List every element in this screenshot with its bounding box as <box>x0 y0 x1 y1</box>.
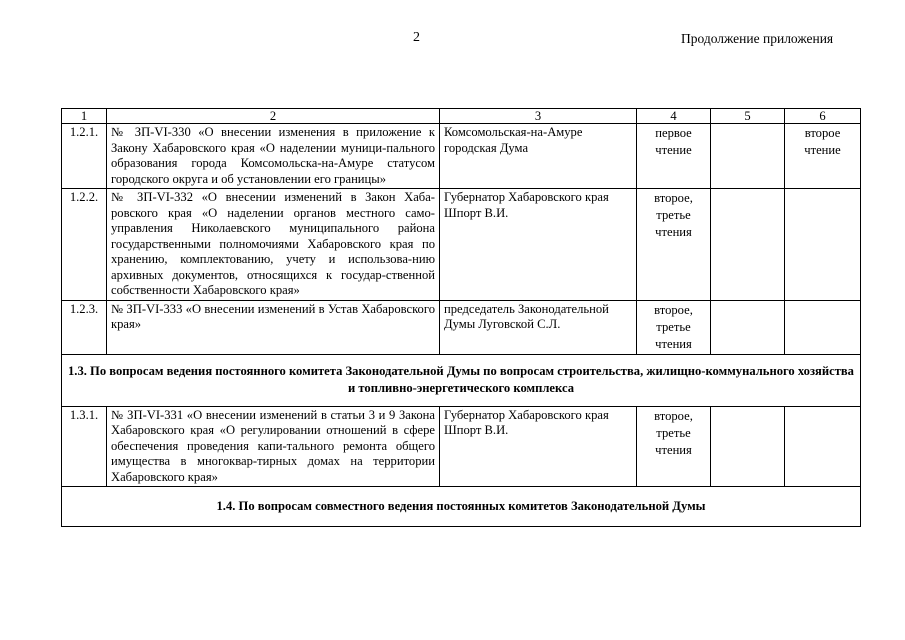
table-row <box>62 189 861 301</box>
column-header-row <box>62 109 861 124</box>
bill-description: № ЗП-VI-330 «О внесении изменения в приложение к Закону Хабаровского края «О наделении муници-пального образования города Комсомольска-на-Амуре статусом городского округа и об установлении его границы» <box>107 124 440 189</box>
page-number: 2 <box>413 30 420 45</box>
reading-stage: второе, третье чтения <box>637 406 711 487</box>
bill-description: № ЗП-VI-332 «О внесении изменений в Закон Хаба-ровского края «О наделении органов местного само-управления Николаевского муниципального района государственными полномочиями Хабаровского края по хранению, комплектованию, учету и использова-нию архивных документов, относящихся к государ-ственной собственности Хабаровского края» <box>107 189 440 301</box>
column-header-2: 2 <box>107 109 440 124</box>
column-header-3: 3 <box>440 109 637 124</box>
row-number: 1.2.3. <box>62 300 107 354</box>
row-number: 1.3.1. <box>62 406 107 487</box>
column-header-5: 5 <box>711 109 785 124</box>
bill-initiator: Губернатор Хабаровского края Шпорт В.И. <box>440 406 637 487</box>
row-number: 1.2.1. <box>62 124 107 189</box>
bill-initiator: председатель Законодательной Думы Луговской С.Л. <box>440 300 637 354</box>
section-heading-row <box>62 354 861 406</box>
reading-stage: второе, третье чтения <box>637 189 711 301</box>
column-6-cell <box>785 406 861 487</box>
section-heading-row <box>62 487 861 527</box>
column-5-cell <box>711 189 785 301</box>
bill-initiator: Губернатор Хабаровского края Шпорт В.И. <box>440 189 637 301</box>
column-5-cell <box>711 300 785 354</box>
bill-description: № ЗП-VI-331 «О внесении изменений в статьи 3 и 9 Закона Хабаровского края «О регулировании отношений в сфере обеспечения проведения капи-тального ремонта общего имущества в многоквар-тирных домах на территории Хабаровского края» <box>107 406 440 487</box>
reading-stage: второе, третье чтения <box>637 300 711 354</box>
agenda-table <box>61 108 861 527</box>
column-header-4: 4 <box>637 109 711 124</box>
row-number: 1.2.2. <box>62 189 107 301</box>
continuation-label: Продолжение приложения <box>681 31 834 46</box>
column-6-cell: второе чтение <box>785 124 861 189</box>
column-6-cell <box>785 300 861 354</box>
column-6-cell <box>785 189 861 301</box>
bill-description: № ЗП-VI-333 «О внесении изменений в Устав Хабаровского края» <box>107 300 440 354</box>
section-heading-1-3: 1.3. По вопросам ведения постоянного комитета Законодательной Думы по вопросам строительства, жилищно-коммунального хозяйства и топливно-энергетического комплекса <box>62 354 861 406</box>
reading-stage: первое чтение <box>637 124 711 189</box>
bill-initiator: Комсомольская-на-Амуре городская Дума <box>440 124 637 189</box>
table-row <box>62 406 861 487</box>
column-header-1: 1 <box>62 109 107 124</box>
column-header-6: 6 <box>785 109 861 124</box>
column-5-cell <box>711 406 785 487</box>
table-row <box>62 300 861 354</box>
section-heading-1-4: 1.4. По вопросам совместного ведения постоянных комитетов Законодательной Думы <box>62 487 861 527</box>
table-row <box>62 124 861 189</box>
column-5-cell <box>711 124 785 189</box>
